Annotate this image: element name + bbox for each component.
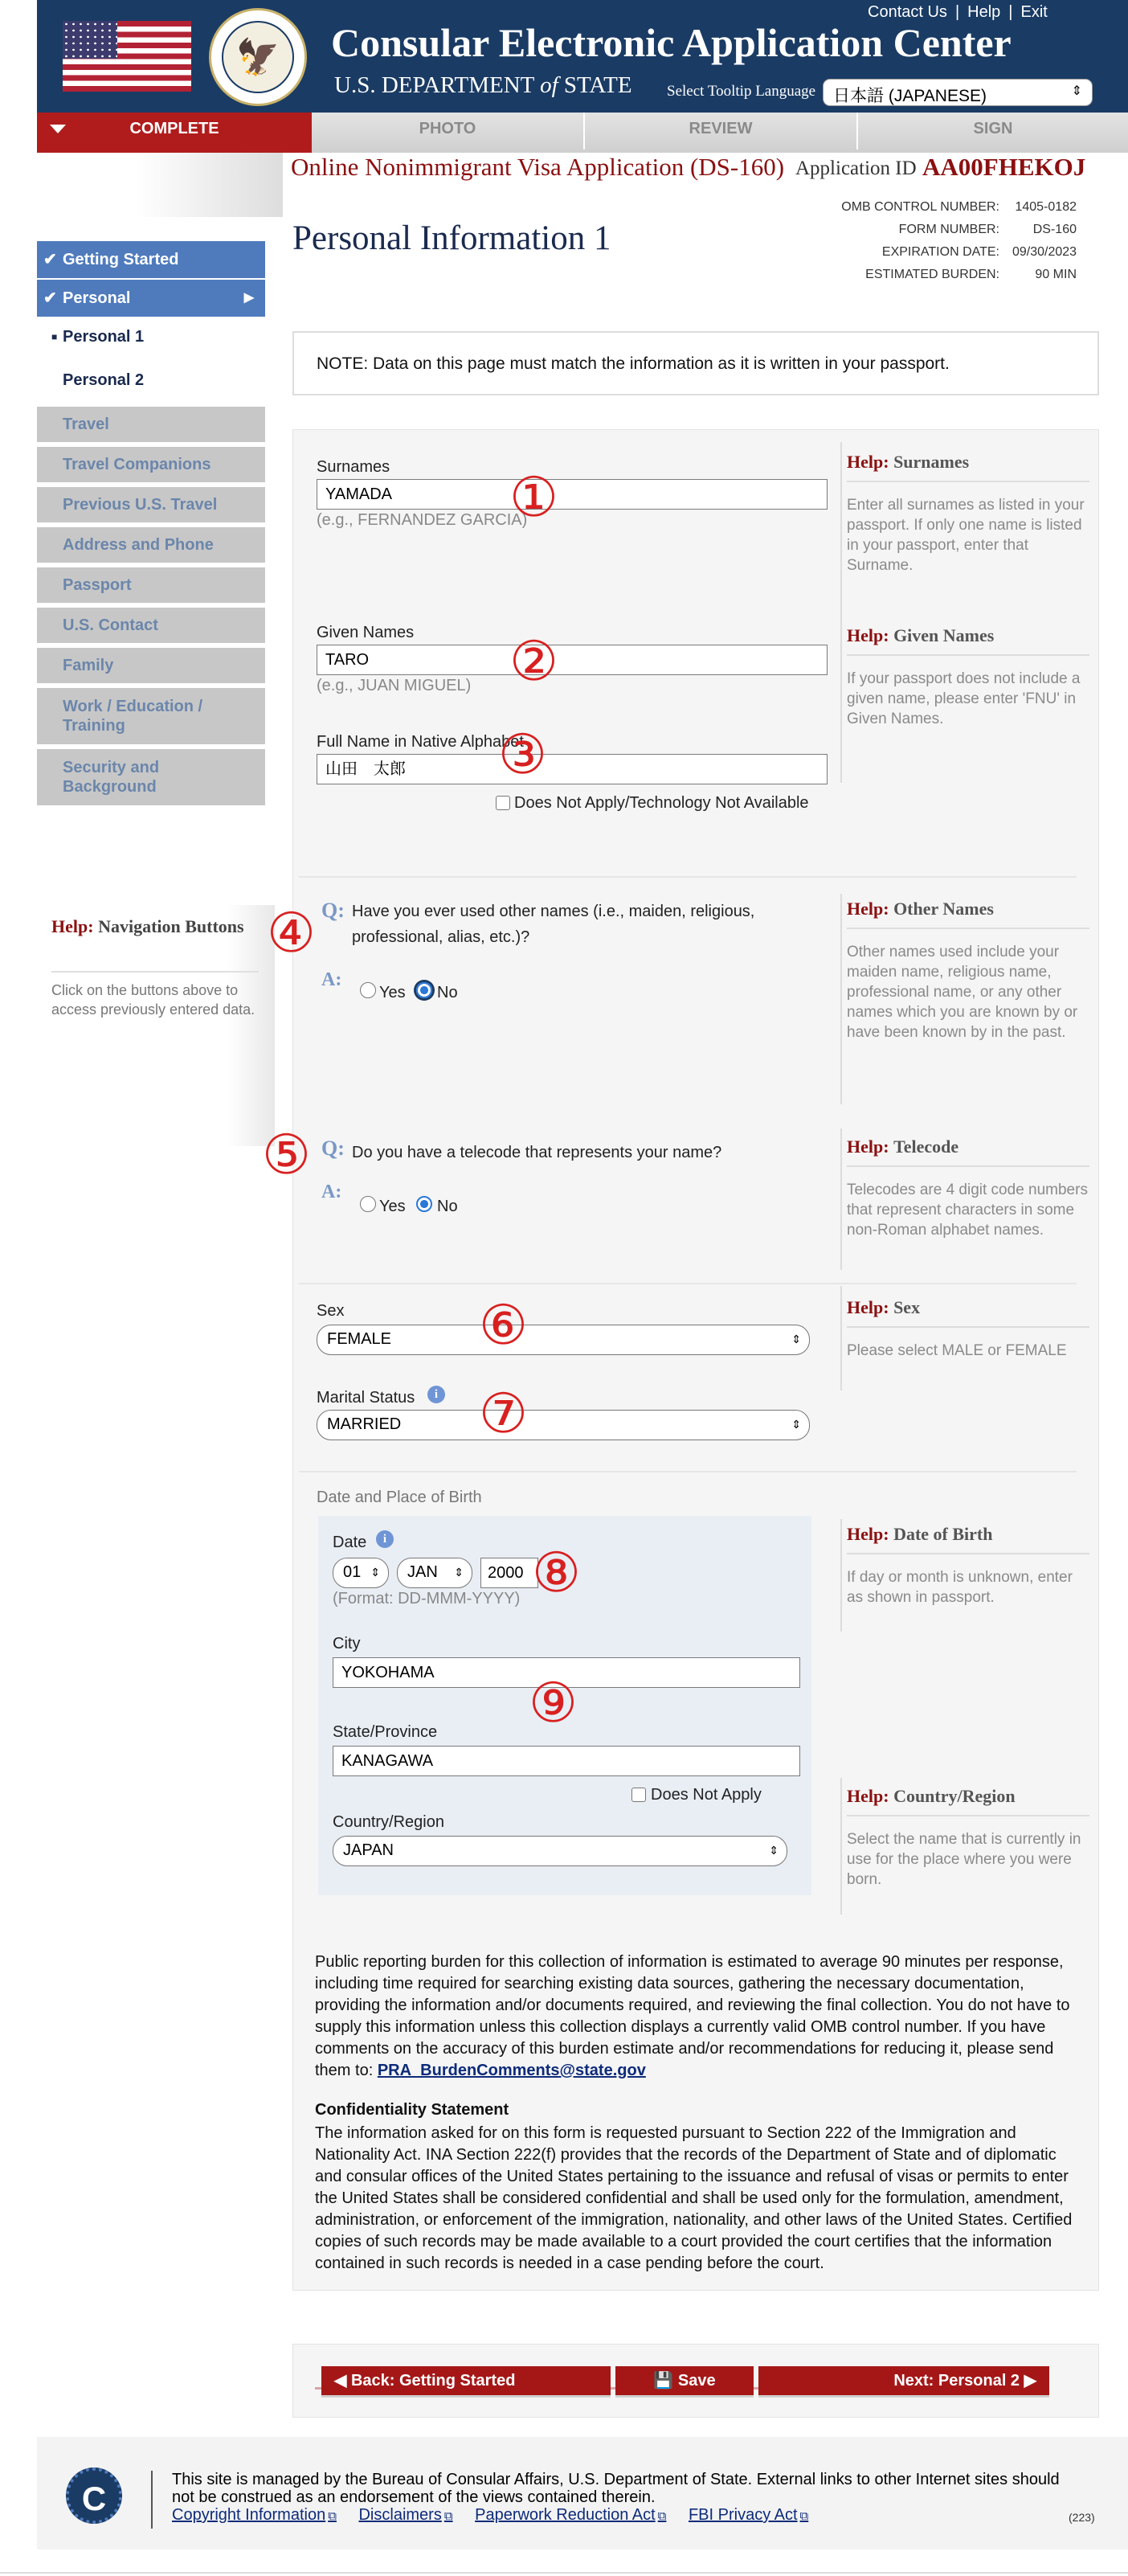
question-marker: Q: [321, 1136, 345, 1160]
navigation-help-text: Click on the buttons above to access previously entered data. [51, 982, 255, 1018]
info-icon[interactable]: i [376, 1530, 394, 1548]
sidebar-item-travel: Travel [37, 407, 265, 442]
given-names-input[interactable]: TARO [317, 645, 828, 675]
step-complete: COMPLETE [37, 113, 312, 153]
sidebar-fade [37, 153, 283, 217]
divider [0, 2572, 1128, 2574]
application-id-label: Application ID [795, 158, 917, 179]
us-flag-icon [63, 21, 191, 92]
sidebar-item-personal-2[interactable]: Personal 2 [63, 371, 145, 389]
annotation-1: ① [509, 466, 558, 530]
state-label: State/Province [333, 1723, 438, 1741]
surnames-input[interactable]: YAMADA [317, 479, 828, 510]
help-other-names: Help: Other Names Other names used include your maiden name, religious name, professional name, or any other names which you are known by or have been known by in the past. [847, 899, 1089, 1042]
divider [299, 876, 1077, 878]
tooltip-language-select[interactable]: 日本語 (JAPANESE) ⇕ [823, 79, 1093, 106]
marital-status-select[interactable]: MARRIED ⇕ [317, 1410, 810, 1440]
divider [840, 442, 842, 783]
caret-down-icon [50, 125, 66, 133]
divider [840, 1778, 842, 1915]
select-arrows-icon: ⇕ [791, 1333, 801, 1345]
annotation-3: ③ [498, 723, 547, 787]
site-title: Consular Electronic Application Center [331, 20, 1012, 65]
city-input[interactable]: YOKOHAMA [333, 1657, 800, 1688]
annotation-5: ⑤ [262, 1124, 311, 1187]
sidebar-item-getting-started[interactable]: ✔ Getting Started [37, 241, 265, 278]
floppy-disk-icon: 💾 [653, 2372, 678, 2390]
dob-month-select[interactable]: JAN ⇕ [397, 1558, 472, 1588]
select-arrows-icon: ⇕ [1071, 84, 1082, 98]
help-telecode: Help: Telecode Telecodes are 4 digit code numbers that represent characters in some non-Roman alphabet names. [847, 1136, 1089, 1240]
annotation-6: ⑥ [479, 1294, 528, 1358]
telecode-yes-radio[interactable] [360, 1196, 376, 1212]
telecode-no-label: No [437, 1198, 458, 1215]
tooltip-language-label: Select Tooltip Language [667, 83, 816, 100]
sidebar-item-work-education: Work / Education / Training [37, 688, 265, 744]
help-surnames: Help: Surnames Enter all surnames as listed in your passport. If only one name is listed in your passport, enter that Surname. [847, 452, 1089, 575]
dob-day-select[interactable]: 01 ⇕ [333, 1558, 389, 1588]
other-names-no-label: No [437, 984, 458, 1001]
country-label: Country/Region [333, 1813, 444, 1831]
footer-text: This site is managed by the Bureau of Consular Affairs, U.S. Department of State. External links to other Internet sites should not be construed as an endorsement of the views contained therein. [172, 2471, 1060, 2506]
surnames-label: Surnames [317, 458, 390, 476]
sidebar-item-passport: Passport [37, 567, 265, 603]
select-arrows-icon: ⇕ [791, 1418, 801, 1431]
dob-section-title: Date and Place of Birth [317, 1489, 482, 1506]
divider [840, 1519, 842, 1632]
help-date-of-birth: Help: Date of Birth If day or month is unknown, enter as shown in passport. [847, 1524, 1089, 1607]
divider [840, 1128, 842, 1270]
native-name-does-not-apply-checkbox[interactable] [496, 796, 510, 810]
state-input[interactable]: KANAGAWA [333, 1746, 800, 1776]
telecode-no-radio[interactable] [416, 1196, 432, 1212]
sidebar-item-travel-companions: Travel Companions [37, 447, 265, 482]
divider [299, 1283, 1077, 1284]
native-name-input[interactable]: 山田 太郎 [317, 754, 828, 784]
chevron-right-icon: ▶ [243, 291, 254, 305]
info-icon[interactable]: i [427, 1386, 445, 1403]
help-country-region: Help: Country/Region Select the name that is currently in use for the place where you were born. [847, 1786, 1089, 1890]
select-arrows-icon: ⇕ [769, 1844, 779, 1857]
date-format-hint: (Format: DD-MMM-YYYY) [333, 1590, 521, 1607]
divider [51, 971, 259, 973]
select-arrows-icon: ⇕ [370, 1566, 380, 1579]
step-photo: PHOTO [312, 113, 585, 149]
given-names-label: Given Names [317, 624, 415, 641]
divider [299, 1471, 1077, 1472]
caret-left-icon: ◀ [334, 2372, 351, 2390]
annotation-2: ② [509, 630, 558, 694]
help-link[interactable]: Help [967, 3, 1001, 21]
marital-status-label: Marital Status [317, 1389, 415, 1407]
checkmark-icon: ✔ [43, 251, 57, 268]
other-names-yes-label: Yes [379, 984, 406, 1001]
dob-year-input[interactable]: 2000 [480, 1558, 538, 1588]
exit-link[interactable]: Exit [1020, 3, 1048, 21]
given-names-example: (e.g., JUAN MIGUEL) [317, 677, 472, 694]
state-does-not-apply-checkbox[interactable] [631, 1788, 646, 1802]
external-link-icon: ⧉ [657, 2509, 667, 2523]
contact-us-link[interactable]: Contact Us [868, 3, 947, 21]
state-does-not-apply-label: Does Not Apply [651, 1786, 762, 1804]
answer-marker: A: [321, 969, 342, 990]
date-label: Date [333, 1534, 367, 1551]
confidentiality-title: Confidentiality Statement [315, 2101, 509, 2119]
divider [840, 894, 842, 1104]
paperwork-reduction-link[interactable]: Paperwork Reduction Act ⧉ [475, 2506, 667, 2524]
sex-label: Sex [317, 1302, 345, 1320]
annotation-4: ④ [267, 902, 316, 965]
bullet-icon: ■ [51, 331, 58, 342]
sidebar-item-previous-travel: Previous U.S. Travel [37, 487, 265, 522]
back-button[interactable]: ◀ Back: Getting Started [321, 2366, 611, 2395]
sidebar-item-personal-1[interactable]: ■ Personal 1 [37, 318, 265, 355]
confidentiality-text: The information asked for on this form is requested pursuant to Section 222 of the Immigration and Nationality Act. INA Section 222(f) provides that the records of the Department of State and of diplomatic and consular offices of the United States pertaining to the issuance and refusal of visas or permits to enter the United States shall be considered confidential and shall be used only for the formulation, amendment, administration, or enforcement of the immigration, nationality, and other laws of the United States. Certified copies of such records may be made available to a court provided the court certifies that the information contained in such records is needed in a case pending before the court. [315, 2124, 1073, 2272]
burden-comments-email-link[interactable]: PRA_BurdenComments@state.gov [377, 2062, 646, 2079]
native-name-label: Full Name in Native Alphabet [317, 733, 524, 751]
public-burden-statement: Public reporting burden for this collection of information is estimated to average 90 minutes per response, including time required for searching existing data sources, gathering the necessary documentation, providing the information and/or documents required, and reviewing the final collection. You do not have to supply this information unless this collection displays a currently valid OMB control number. If you have comments on the accuracy of this burden estimate and/or recommendations for reducing it, please send them to: PRA_BurdenComments@state.gov [315, 1953, 1070, 2079]
sidebar-item-us-contact: U.S. Contact [37, 608, 265, 643]
disclaimers-link[interactable]: Disclaimers ⧉ [358, 2506, 453, 2524]
telecode-yes-label: Yes [379, 1198, 406, 1215]
consular-affairs-logo-icon: C [66, 2467, 122, 2524]
surnames-example: (e.g., FERNANDEZ GARCIA) [317, 511, 528, 529]
country-select[interactable]: JAPAN ⇕ [333, 1836, 787, 1866]
footer-links [172, 2506, 826, 2525]
department-name: U.S. DEPARTMENT of STATE [334, 72, 632, 98]
other-names-question: Have you ever used other names (i.e., maiden, religious, professional, alias, etc.)? [352, 903, 755, 946]
annotation-9: ⑨ [529, 1672, 578, 1735]
page-title: Personal Information 1 [292, 219, 611, 257]
select-arrows-icon: ⇕ [454, 1566, 464, 1579]
annotation-7: ⑦ [479, 1382, 528, 1446]
native-name-does-not-apply-label: Does Not Apply/Technology Not Available [514, 794, 809, 812]
sidebar-item-security: Security and Background [37, 749, 265, 805]
navigation-help-title: Help: Navigation Buttons [51, 916, 244, 936]
omb-info: OMB CONTROL NUMBER: 1405-0182 FORM NUMBER: DS-160 EXPIRATION DATE: 09/30/2023 ESTIMATED BURDEN: 90 MIN [841, 200, 1077, 281]
application-id: AA00FHEKOJ [922, 153, 1086, 181]
caret-right-icon: ▶ [1020, 2372, 1036, 2390]
divider [151, 2471, 153, 2529]
answer-marker: A: [321, 1182, 342, 1202]
sidebar-item-address-phone: Address and Phone [37, 527, 265, 563]
sidebar-item-family: Family [37, 648, 265, 683]
checkmark-icon: ✔ [43, 289, 57, 307]
save-button[interactable]: 💾 Save [615, 2366, 754, 2395]
other-names-no-radio[interactable] [416, 982, 432, 998]
page-code: (223) [1069, 2511, 1095, 2524]
navigation-help-panel [37, 905, 275, 1146]
step-review: REVIEW [585, 113, 858, 149]
other-names-yes-radio[interactable] [360, 982, 376, 998]
fbi-privacy-link[interactable]: FBI Privacy Act ⧉ [688, 2506, 809, 2524]
copyright-link[interactable]: Copyright Information ⧉ [172, 2506, 337, 2524]
form-title: Online Nonimmigrant Visa Application (DS-160) [291, 153, 785, 181]
state-department-seal-icon: 🦅 [209, 8, 307, 106]
passport-note: NOTE: Data on this page must match the information as it is written in your passport. [292, 331, 1099, 395]
annotation-8: ⑧ [532, 1542, 581, 1605]
top-links: Contact Us | Help | Exit [868, 3, 1048, 21]
sidebar-item-personal[interactable]: ✔ Personal ▶ [37, 280, 265, 317]
sex-select[interactable]: FEMALE ⇕ [317, 1325, 810, 1355]
help-given-names: Help: Given Names If your passport does not include a given name, please enter 'FNU' in Given Names. [847, 625, 1089, 729]
city-label: City [333, 1635, 361, 1652]
help-sex: Help: Sex Please select MALE or FEMALE [847, 1297, 1089, 1361]
question-marker: Q: [321, 899, 345, 922]
telecode-question: Do you have a telecode that represents your name? [352, 1144, 722, 1161]
step-sign: SIGN [973, 120, 1013, 137]
next-button[interactable]: Next: Personal 2 ▶ [758, 2366, 1049, 2395]
divider [840, 1286, 842, 1390]
external-link-icon: ⧉ [443, 2509, 453, 2523]
external-link-icon: ⧉ [799, 2509, 809, 2523]
external-link-icon: ⧉ [328, 2509, 337, 2523]
